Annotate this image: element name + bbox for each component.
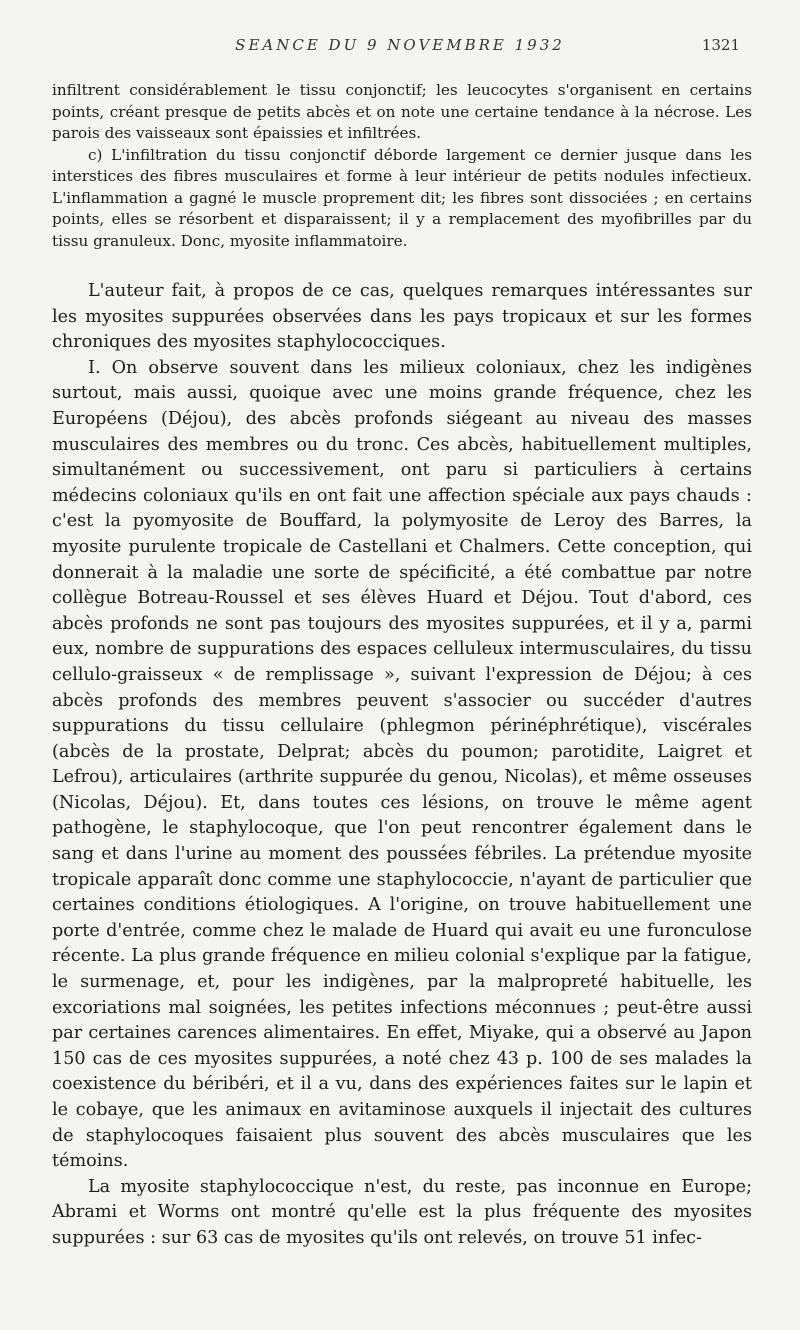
small-paragraph-1: infiltrent considérablement le tissu conjonctif; les leucocytes s'organisent en certains points, créant presque de petits abcès et on note une certaine tendance à la nécrose. Les parois des vaisseaux sont épaissies et infiltrées. bbox=[52, 81, 752, 142]
main-paragraph-3: La myosite staphylococcique n'est, du reste, pas inconnue en Europe; Abrami et Worms ont montré qu'elle est la plus fréquente des myosites suppurées : sur 63 cas de myosites qu'ils ont relevés, on trouve 51 infec- bbox=[52, 1176, 752, 1248]
small-paragraph-2: c) L'infiltration du tissu conjonctif déborde largement ce dernier jusque dans les interstices des fibres musculaires et forme à leur intérieur de petits nodules infectieux. L'inflammation a gagné le muscle proprement dit; les fibres sont dissociées ; en certains points, elles se résorbent et disparaissent; il y a remplacement des myofibrilles par du tissu granuleux. Donc, myosite inflammatoire. bbox=[52, 145, 752, 250]
main-paragraph-1: L'auteur fait, à propos de ce cas, quelques remarques intéressantes sur les myosites suppurées observées dans les pays tropicaux et sur les formes chroniques des myosites staphylococciques. bbox=[52, 281, 752, 353]
small-print-block bbox=[52, 80, 752, 252]
main-paragraph-2: I. On observe souvent dans les milieux coloniaux, chez les indigènes surtout, mais aussi, quoique avec une moins grande fréquence, chez les Européens (Déjou), des abcès profonds siégeant au niveau des masses musculaires des membres ou du tronc. Ces abcès, habituellement multiples, simultanément ou successivement, ont paru si particuliers à certains médecins coloniaux qu'ils en ont fait une affection spéciale aux pays chauds : c'est la pyomyosite de Bouffard, la polymyosite de Leroy des Barres, la myosite purulente tropicale de Castellani et Chalmers. Cette conception, qui donnerait à la maladie une sorte de spécificité, a été combattue par notre collègue Botreau-Roussel et ses élèves Huard et Déjou. Tout d'abord, ces abcès profonds ne sont pas toujours des myosites suppurées, et il y a, parmi eux, nombre de suppurations des espaces celluleux intermusculaires, du tissu cellulo-graisseux « de remplissage », suivant l'expression de Déjou; à ces abcès profonds des membres peuvent s'associer ou succéder d'autres suppurations du tissu cellulaire (phlegmon périnéphrétique), viscérales (abcès de la prostate, Delprat; abcès du poumon; parotidite, Laigret et Lefrou), articulaires (arthrite suppurée du genou, Nicolas), et même osseuses (Nicolas, Déjou). Et, dans toutes ces lésions, on trouve le même agent pathogène, le staphylocoque, que l'on peut rencontrer également dans le sang et dans l'urine au moment des poussées fébriles. La prétendue myosite tropicale apparaît donc comme une staphylococcie, n'ayant de particulier que certaines conditions étiologiques. A l'origine, on trouve habituellement une porte d'entrée, comme chez le malade de Huard qui avait eu une furonculose récente. La plus grande fréquence en milieu colonial s'explique par la fatigue, le surmenage, et, pour les indigènes, par la malpropreté habituelle, les excoriations mal soignées, les petites infections méconnues ; peut-être aussi par certaines carences alimentaires. En effet, Miyake, qui a observé au Japon 150 cas de ces myosites suppurées, a noté chez 43 p. 100 de ses malades la coexistence du béribéri, et il a vu, dans des expériences faites sur le lapin et le cobaye, que les animaux en avitaminose auxquels il injectait des cultures de staphylocoques faisaient plus souvent des abcès musculaires que les témoins. bbox=[52, 357, 752, 1172]
running-head bbox=[0, 36, 800, 58]
page-number: 1321 bbox=[701, 36, 740, 54]
running-title: SEANCE DU 9 NOVEMBRE 1932 bbox=[235, 36, 565, 54]
main-text-block bbox=[52, 279, 752, 1252]
